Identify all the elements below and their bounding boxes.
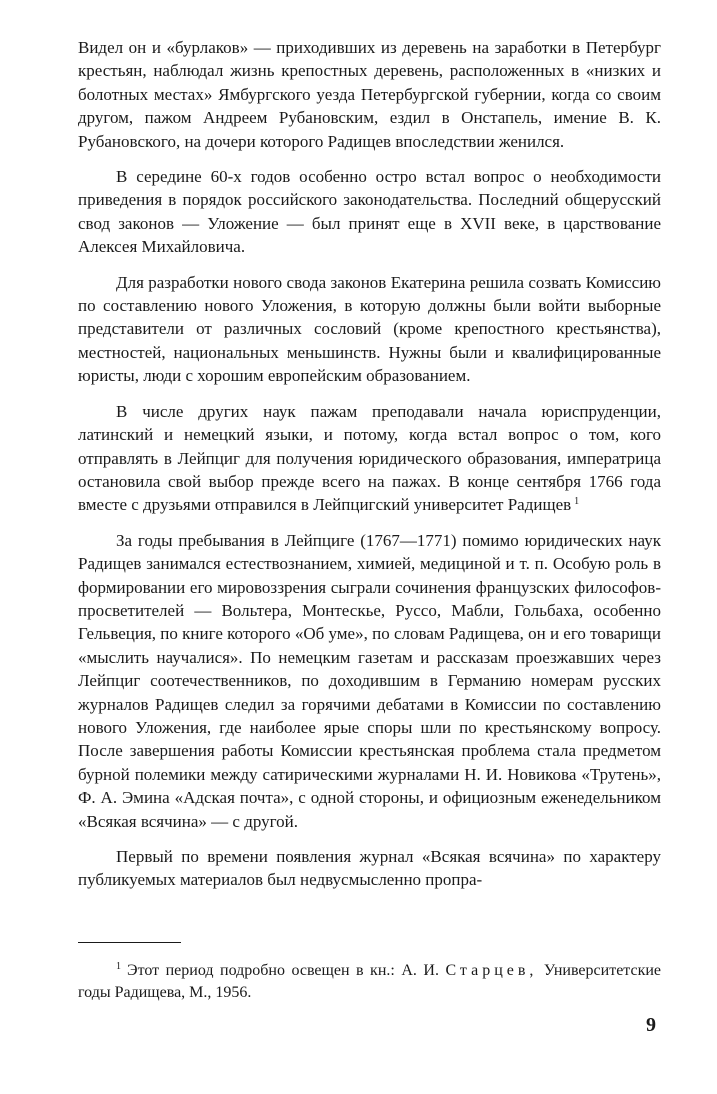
footnote-text-before: Этот период подробно освещен в кн.: А. И. bbox=[127, 962, 439, 979]
paragraph-2: В середине 60-х годов особенно остро встал вопрос о необходимости приведения в порядок российского законодательства. Последний общерусский свод законов — Уложение — был принят еще в XVII веке, в царствование Алексея Михайловича. bbox=[78, 167, 661, 257]
paragraph-5: За годы пребывания в Лейпциге (1767—1771) помимо юридических наук Радищев занимался естествознанием, химией, медициной и т. п. Особую роль в формировании его мировоззрения сыграли сочинения французских философов-просветителей — Вольтера, Монтескье, Руссо, Мабли, Гольбаха, особенно Гельвеция, по книге которого «Об уме», по словам Радищева, он и его товарищи «мыслить научалися». По немецким газетам и рассказам проезжавших через Лейпциг соотечественников, по доходившим в Германию номерам русских журналов Радищев следил за горячими дебатами в Комиссии по составлению нового Уложения, где наиболее ярые споры шли по крестьянскому вопросу. После завершения работы Комиссии крестьянская проблема стала предметом бурной полемики между сатирическими журналами Н. И. Новикова «Трутень», Ф. А. Эмина «Адская почта», с одной стороны, и официозным еженедельником «Всякая всячина» — с другой. bbox=[78, 530, 661, 831]
paragraph-4 bbox=[78, 400, 661, 517]
paragraph-3: Для разработки нового свода законов Екатерина решила созвать Комиссию по составлению нового Уложения, в которую должны были войти выборные представители от различных сословий (кроме крепостного крестьянства), местностей, национальных меньшинств. Нужны были и квалифицированные юристы, люди с хорошим европейским образованием. bbox=[78, 272, 661, 386]
footnote bbox=[78, 960, 661, 1004]
footnote-text-after: Университетские годы Радищева, М., 1956. bbox=[78, 962, 662, 1001]
page-body bbox=[78, 36, 661, 904]
footnote-mark: 1 bbox=[116, 960, 121, 972]
paragraph-4-text: В числе других наук пажам преподавали начала юриспруденции, латинский и немецкий языки, и потому, когда встал вопрос о том, кого отправлять в Лейпциг для получения юридического образования, императрица остановила свой выбор прежде всего на пажах. В конце сентября 1766 года вместе с друзьями отправился в Лейпцигский университет Радищев bbox=[78, 401, 661, 515]
paragraph-6: Первый по времени появления журнал «Всякая всячина» по характеру публикуемых материалов был недвусмысленно пропра- bbox=[78, 847, 661, 890]
footnote-reference: 1 bbox=[574, 495, 580, 507]
footnote-divider bbox=[78, 942, 181, 943]
paragraph-1: Видел он и «бурлаков» — приходивших из деревень на заработки в Петербург крестьян, наблюдал жизнь крепостных деревень, расположенных в «низких и болотных местах» Ямбургского уезда Петербургской губернии, когда со своим другом, пажом Андреем Рубановским, ездил в Онстапель, имение В. К. Рубановского, на дочери которого Радищев впоследствии женился. bbox=[78, 38, 661, 151]
page-number: 9 bbox=[646, 1014, 656, 1036]
footnote-author: Старцев, bbox=[445, 962, 538, 979]
